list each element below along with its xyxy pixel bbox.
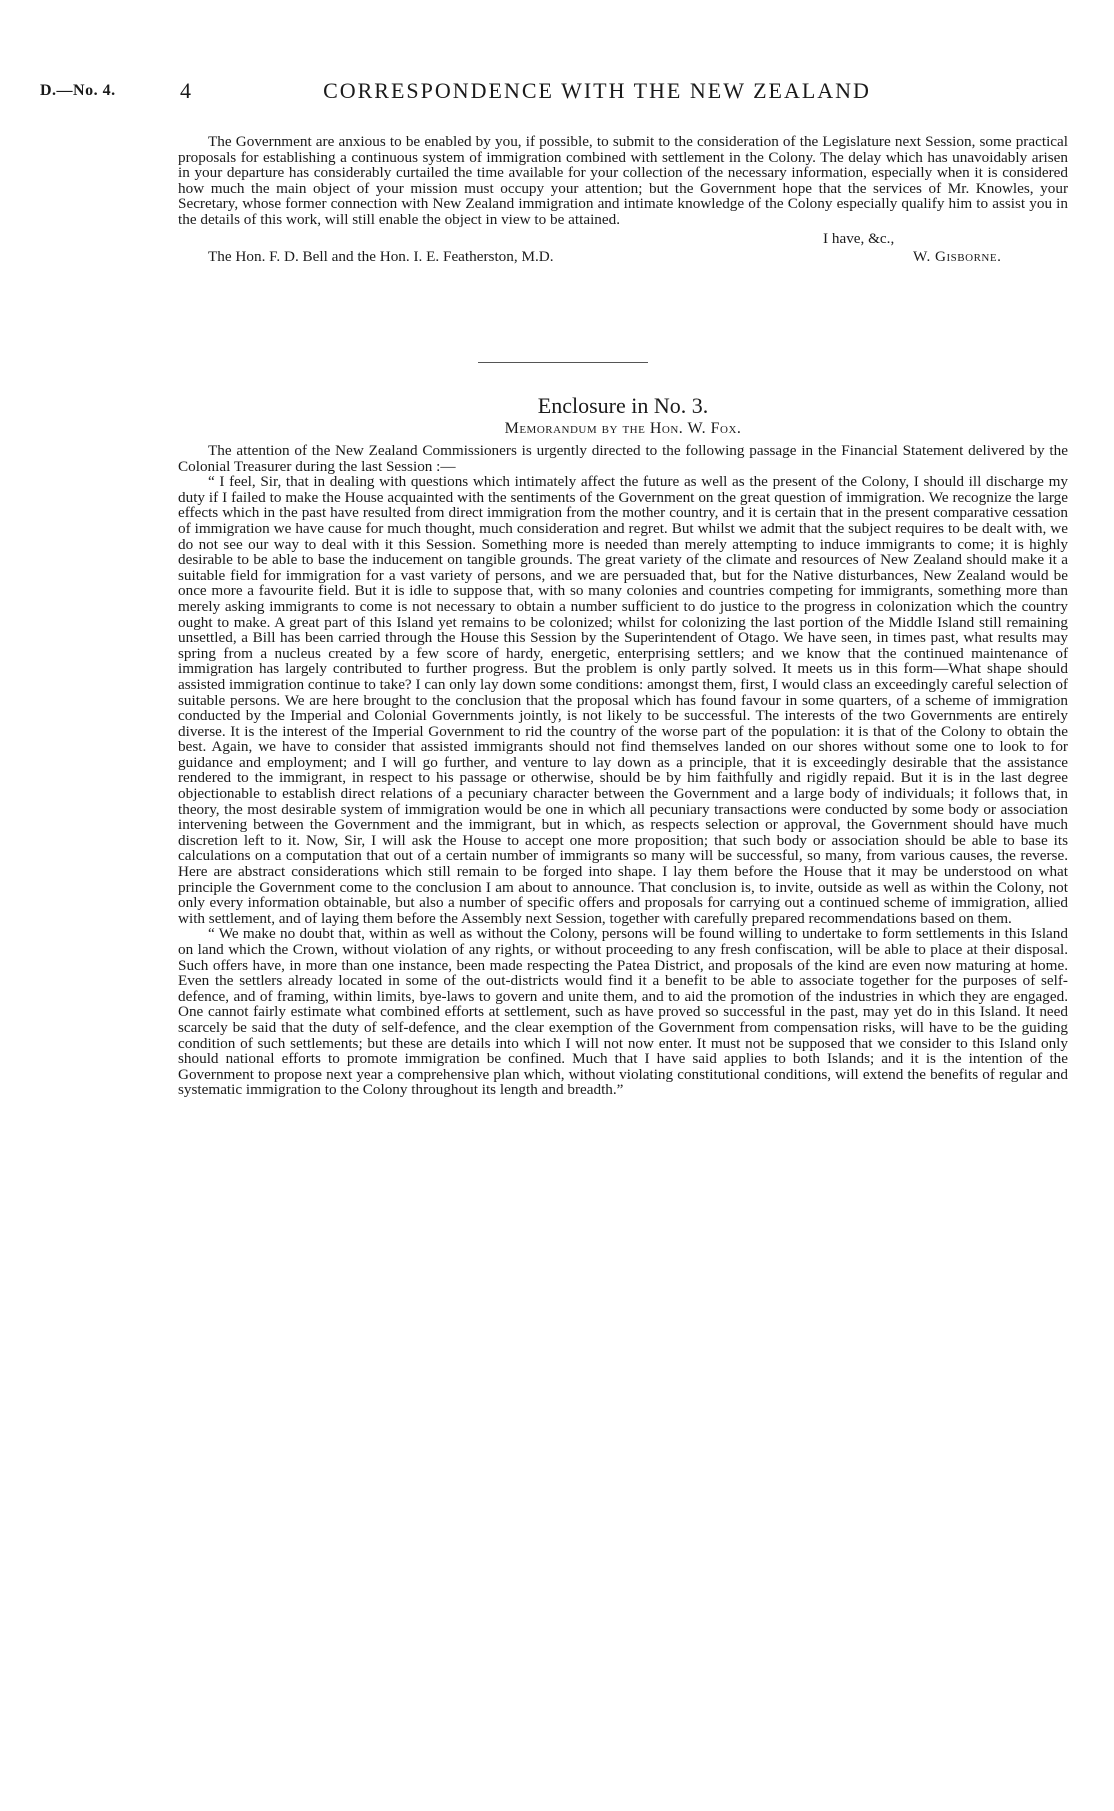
enclosure-title: Enclosure in No. 3. <box>537 393 709 418</box>
closing-line: I have, &c., <box>823 229 895 247</box>
memo-paragraph-quote-2: “ We make no doubt that, within as well as without the Colony, persons will be found willing to undertake to form settlements in this Island on land which the Crown, without violation of any rights, or without proceeding to any fresh confiscation, will be able to place at their disposal. Such offers have, in more than one instance, been made respecting the Patea District, and proposals of the kind are even now maturing at home. Even the settlers already located in some of the out-districts would find it a benefit to be able to associate together for the purposes of self-defence, and of framing, within limits, bye-laws to govern and unite them, and to aid the promotion of the industries in which they are engaged. One cannot fairly estimate what combined efforts at settlement, such as have proved so successful in the past, may yet do in this Island. It need scarcely be said that the duty of self-defence, and the clear exemption of the Government from compensation risks, will have to be the guiding condition of such settlements; but these are details into which I will not now enter. It must not be supposed that we consider to this Island only should national efforts to promote immigration be confined. Much that I have said applies to both Islands; and it is the intention of the Government to propose next year a comprehensive plan which, without violating constitutional conditions, will extend the benefits of regular and systematic immigration to the Colony throughout its length and breadth.” <box>178 925 1068 1099</box>
letter-paragraph: The Government are anxious to be enabled by you, if possible, to submit to the consideration of the Legislature next Session, some practical proposals for establishing a continuous system of immigration combined with settlement in the Colony. The delay which has unavoidably arisen in your departure has considerably curtailed the time available for your collection of the necessary information, especially when it is considered how much the main object of your mission must occupy your attention; but the Government hope that the services of Mr. Knowles, your Secretary, whose former connection with New Zealand immigration and intimate knowledge of the Colony especially qualify him to assist you in the details of this work, will still enable the object in view to be attained. <box>178 133 1068 228</box>
page-number: 4 <box>180 78 191 103</box>
running-title: CORRESPONDENCE WITH THE NEW ZEALAND <box>323 78 871 103</box>
memorandum-title: Memorandum by the Hon. W. Fox. <box>504 420 742 437</box>
document-id: D.—No. 4. <box>40 82 116 99</box>
memo-paragraph-quote-1: “ I feel, Sir, that in dealing with questions which intimately affect the future as well as the present of the Colony, I should ill discharge my duty if I failed to make the House acquainted with the sentiments of the Government on the great question of immigration. We recognize the large effects which in the past have resulted from direct immigration from the mother country, and it is certain that in the present comparative cessation of immigration we have cause for much thought, much consideration and regret. But whilst we admit that the subject requires to be dealt with, we do not see our way to deal with it this Session. Something more is needed than merely attempting to induce immigrants to come; it is highly desirable to be able to base the inducement on tangible grounds. The great variety of the climate and resources of New Zealand should make it a suitable field for immigration for a vast variety of persons, and we are persuaded that, but for the Native disturbances, New Zealand would be once more a favourite field. But it is idle to suppose that, with so many colonies and countries competing for immigrants, something more than merely asking immigrants to come is not necessary to obtain a number sufficient to do justice to the progress in colonization which the country ought to make. A great part of this Island yet remains to be colonized; whilst for colonizing the last portion of the Middle Island still remaining unsettled, a Bill has been carried through the House this Session by the Superintendent of Otago. We have seen, in times past, what results may spring from a nucleus created by a few score of hardy, energetic, enterprising settlers; and we know that the continued maintenance of immigration has largely contributed to further progress. But the problem is only partly solved. It meets us in this form—What shape should assisted immigration continue to take? I can only lay down some conditions: amongst them, first, I would class an exceedingly careful selection of suitable persons. We are here brought to the conclusion that the proposal which has found favour in some quarters, of a scheme of immigration conducted by the Imperial and Colonial Governments jointly, is not likely to be successful. The interests of the two Governments are entirely diverse. It is the interest of the Imperial Government to rid the country of the worse part of the population: it is that of the Colony to obtain the best. Again, we have to consider that assisted immigrants should not find themselves landed on our shores without some one to look to for guidance and employment; and I will go further, and venture to lay down as a principle, that it is exceedingly desirable that the assistance rendered to the immigrant, in respect to his passage or otherwise, should be by him faithfully and rigidly repaid. But it is in the last degree objectionable to establish direct relations of a pecuniary character between the Government and a large body of individuals; it follows that, in theory, the most desirable system of immigration would be one in which all pecuniary transactions were conducted by some body or association intervening between the Government and the immigrant, but in which, as respects selection or approval, the Government should have much discretion left to it. Now, Sir, I will ask the House to accept one more proposition; that such body or association should be able to base its calculations on a computation that out of a certain number of immigrants so many will be successful, so many, from various causes, the reverse. Here are abstract considerations which still remain to be forged into shape. I lay them before the House that it may be understood on what principle the Government come to the conclusion I am about to announce. That conclusion is, to invite, outside as well as within the Colony, not only every information obtainable, but also a number of specific offers and proposals for carrying out a continued scheme of immigration, allied with settlement, and of laying them before the Assembly next Session, together with carefully prepared recommendations based on them. <box>178 473 1068 927</box>
letter-signoff <box>178 228 1068 268</box>
addressee-line: The Hon. F. D. Bell and the Hon. I. E. Featherston, M.D. <box>208 247 554 265</box>
signature: W. Gisborne. <box>913 247 1002 265</box>
memo-paragraph-intro: The attention of the New Zealand Commissioners is urgently directed to the following passage in the Financial Statement delivered by the Colonial Treasurer during the last Session :— <box>178 442 1068 475</box>
page-header <box>40 78 1074 110</box>
section-divider <box>478 362 648 363</box>
letter-section <box>178 134 1068 268</box>
memorandum-body <box>178 443 1068 1098</box>
